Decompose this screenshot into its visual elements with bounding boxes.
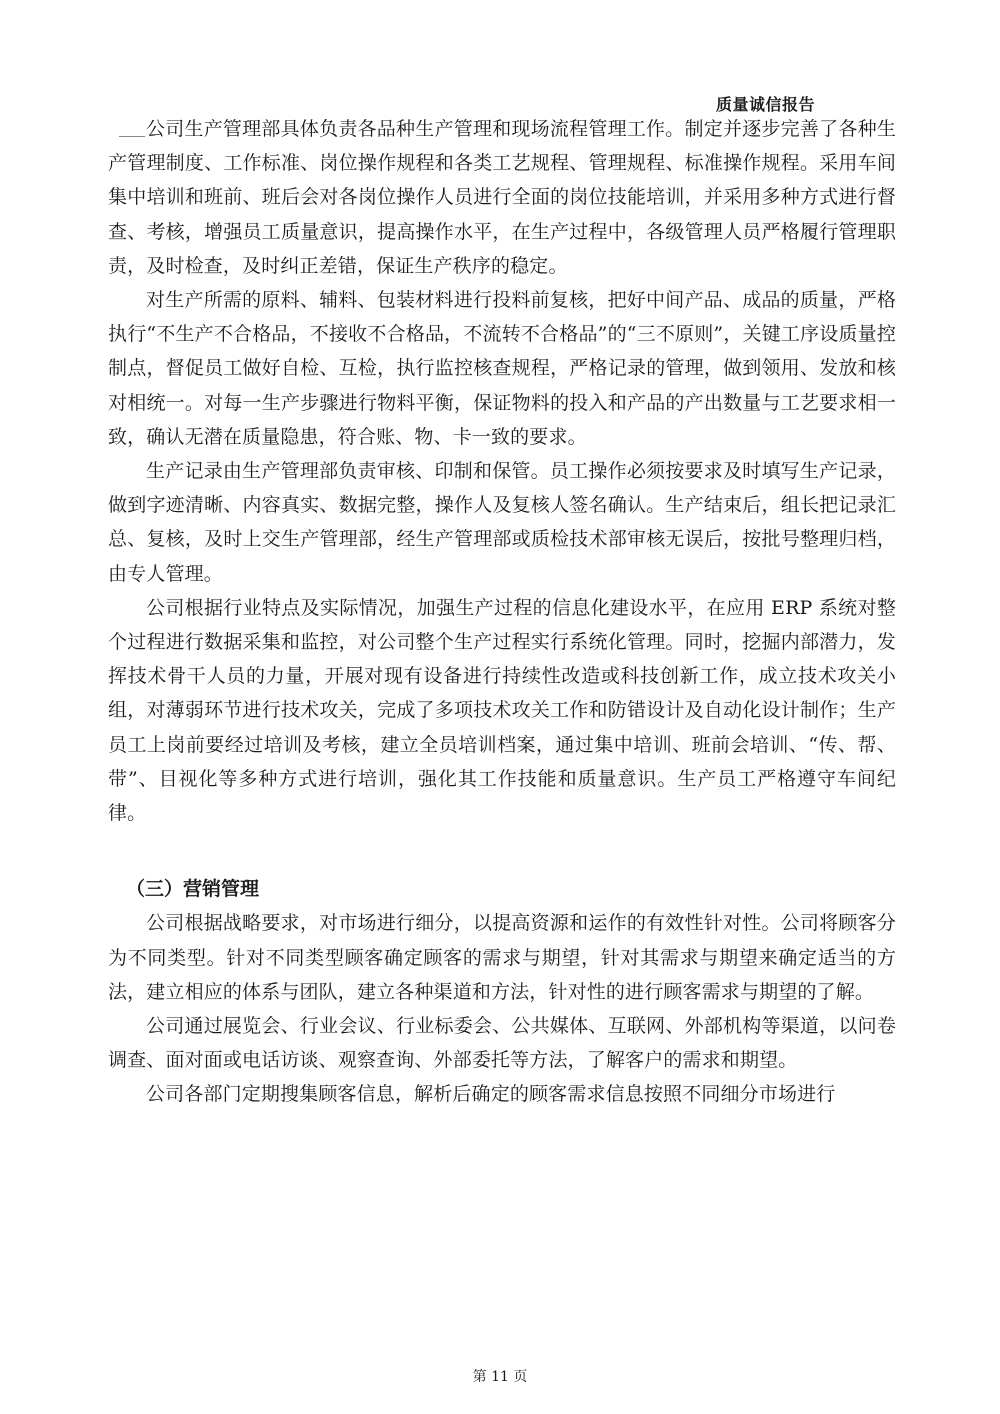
production-paragraph-4: 公司根据行业特点及实际情况，加强生产过程的信息化建设水平，在应用 ERP 系统对整个过程进行数据采集和监控，对公司整个生产过程实行系统化管理。同时，挖掘内部潜力，发挥技术骨干人员的力量，开展对现有设备进行持续性改造或科技创新工作，成立技术攻关小组，对薄弱环节进行技术攻关，完成了多项技术攻关工作和防错设计及自动化设计制作；生产员工上岗前要经过培训及考核，建立全员培训档案，通过集中培训、班前会培训、“传、帮、带”、目视化等多种方式进行培训，强化其工作技能和质量意识。生产员工严格遵守车间纪律。 bbox=[108, 596, 896, 825]
marketing-section-heading: （三）营销管理 bbox=[126, 878, 260, 901]
marketing-paragraph-2: 公司通过展览会、行业会议、行业标委会、公共媒体、互联网、外部机构等渠道，以问卷调查、面对面或电话访谈、观察查询、外部委托等方法，了解客户的需求和期望。 bbox=[108, 1015, 896, 1072]
section-spacer bbox=[108, 830, 896, 872]
production-paragraph-3: 生产记录由生产管理部负责审核、印制和保管。员工操作必须按要求及时填写生产记录，做到字迹清晰、内容真实、数据完整，操作人及复核人签名确认。生产结束后，组长把记录汇总、复核，及时上交生产管理部，经生产管理部或质检技术部审核无误后，按批号整理归档，由专人管理。 bbox=[108, 460, 896, 585]
marketing-paragraph-1: 公司根据战略要求，对市场进行细分，以提高资源和运作的有效性针对性。公司将顾客分为不同类型。针对不同类型顾客确定顾客的需求与期望，针对其需求与期望来确定适当的方法，建立相应的体系与团队，建立各种渠道和方法，针对性的进行顾客需求与期望的了解。 bbox=[108, 912, 896, 1003]
document-body bbox=[108, 112, 896, 1112]
marketing-paragraph-3: 公司各部门定期搜集顾客信息，解析后确定的顾客需求信息按照不同细分市场进行 bbox=[146, 1083, 836, 1106]
production-paragraph-2: 对生产所需的原料、辅料、包装材料进行投料前复核，把好中间产品、成品的质量，严格执行“不生产不合格品，不接收不合格品，不流转不合格品”的“三不原则”，关键工序设质量控制点，督促员工做好自检、互检，执行监控核查规程，严格记录的管理，做到领用、发放和核对相统一。对每一生产步骤进行物料平衡，保证物料的投入和产品的产出数量与工艺要求相一致，确认无潜在质量隐患，符合账、物、卡一致的要求。 bbox=[108, 289, 896, 448]
production-paragraph-1: 公司生产管理部具体负责各品种生产管理和现场流程管理工作。制定并逐步完善了各种生产管理制度、工作标准、岗位操作规程和各类工艺规程、管理规程、标准操作规程。采用车间集中培训和班前、班后会对各岗位操作人员进行全面的岗位技能培训，并采用多种方式进行督查、考核，增强员工质量意识，提高操作水平，在生产过程中，各级管理人员严格履行管理职责，及时检查，及时纠正差错，保证生产秩序的稳定。 bbox=[108, 118, 896, 277]
page-number: 第 11 页 bbox=[472, 1369, 528, 1385]
report-header-title: 质量诚信报告 bbox=[716, 95, 816, 114]
